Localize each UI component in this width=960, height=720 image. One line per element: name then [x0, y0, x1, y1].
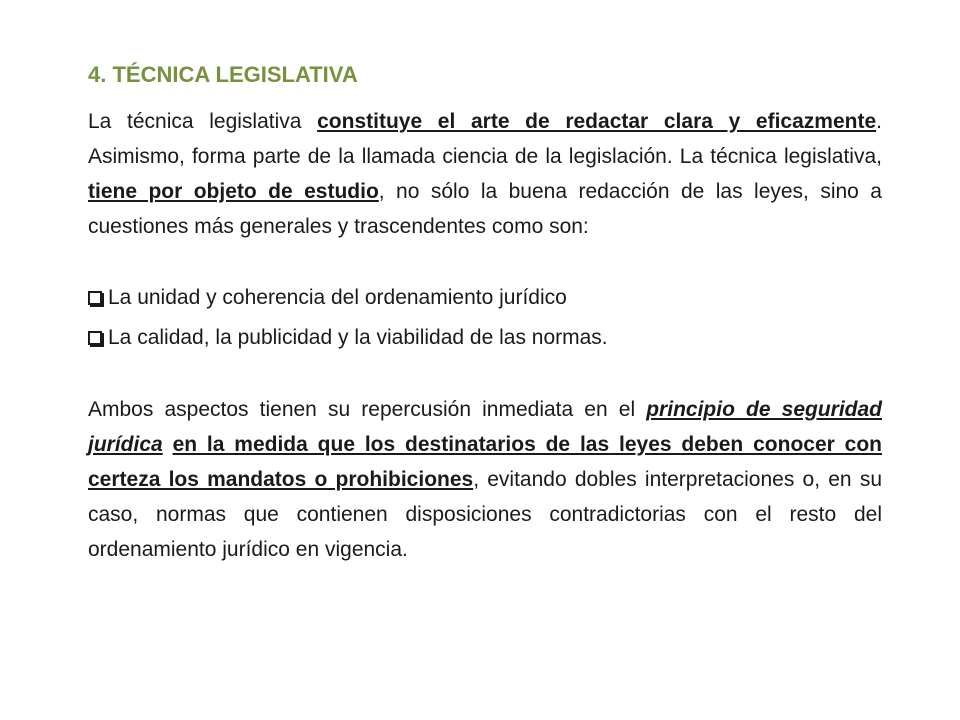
checkbox-icon: [88, 331, 102, 345]
intro-text-2: . Asimismo, forma parte de la llamada ciencia de la legislación. La técnica legislativa,: [88, 110, 882, 168]
list-item-text: La unidad y coherencia del ordenamiento jurídico: [108, 286, 567, 309]
intro-paragraph: [88, 104, 882, 244]
intro-text-1: La técnica legislativa: [88, 110, 318, 133]
conclusion-emphasis-principle: principio de seguridad jurídica: [88, 398, 882, 456]
slide-content: [88, 60, 882, 567]
conclusion-text-3: , evitando dobles interpretaciones o, en su caso, normas que contienen disposiciones contradictorias con el resto del ordenamiento jurídico en vigencia.: [88, 468, 882, 561]
list-item: [88, 324, 882, 352]
list-item: [88, 284, 882, 312]
conclusion-paragraph: [88, 392, 882, 567]
conclusion-text-1: Ambos aspectos tienen su repercusión inmediata en el: [88, 398, 647, 421]
intro-emphasis-2: tiene por objeto de estudio: [88, 180, 379, 203]
list-item-text: La calidad, la publicidad y la viabilidad de las normas.: [108, 326, 608, 349]
conclusion-emphasis-2: en la medida que los destinatarios de las leyes deben conocer con certeza los mandatos o prohibiciones: [88, 433, 882, 491]
conclusion-text-2: [163, 433, 173, 456]
bullet-list: [88, 284, 882, 352]
intro-text-3: , no sólo la buena redacción de las leyes, sino a cuestiones más generales y trascendentes como son:: [88, 180, 882, 238]
checkbox-icon: [88, 291, 102, 305]
intro-emphasis-1: constituye el arte de redactar clara y eficazmente: [317, 110, 877, 133]
page-title: 4. TÉCNICA LEGISLATIVA: [88, 62, 358, 87]
